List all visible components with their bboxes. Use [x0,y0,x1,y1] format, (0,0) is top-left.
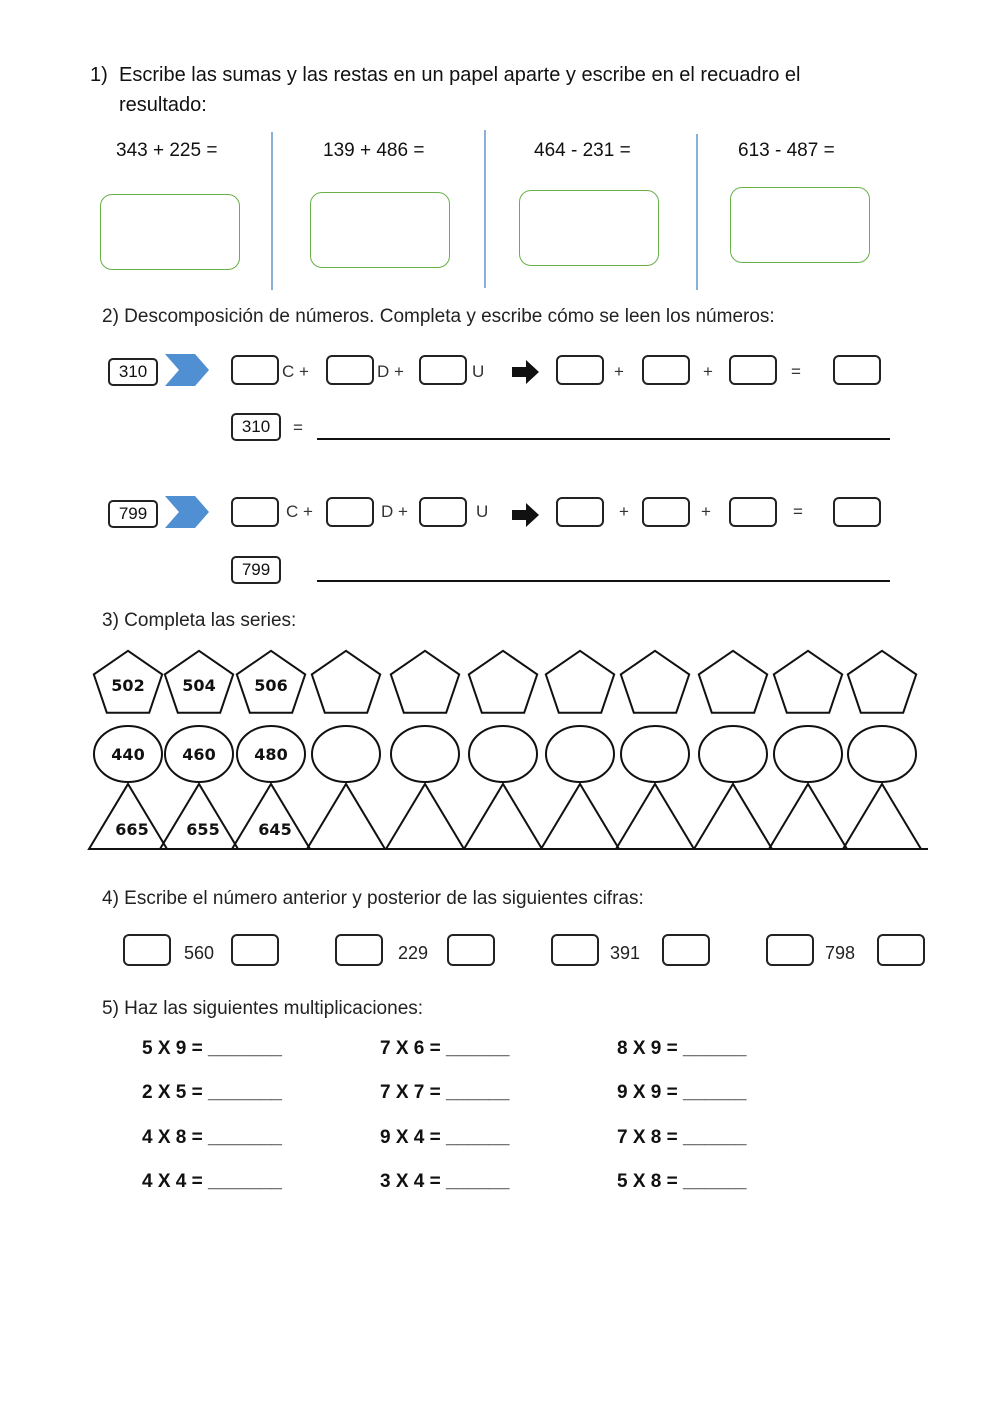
q4-after-box-1[interactable] [231,934,279,966]
q5-item[interactable]: 4 X 8 = _______ [142,1127,282,1148]
q4-after-box-4[interactable] [877,934,925,966]
q1-instruction-line1: Escribe las sumas y las restas en un papel aparte y escribe en el recuadro el [119,64,801,86]
q2-row1-read-number: 310 [231,413,281,441]
q2-row1-result-box[interactable] [833,355,881,385]
pentagon-empty[interactable] [621,651,689,713]
q4-number-1: 560 [184,943,215,963]
q2-row1-plus-2: + [703,362,713,381]
triangle-empty[interactable] [694,784,772,849]
q1-answer-box-1[interactable] [100,194,240,270]
q5-item[interactable]: 7 X 7 = ______ [380,1082,510,1103]
q2-row1-hundreds-box[interactable] [231,355,279,385]
arrow-right-icon [512,360,540,384]
circle-empty[interactable] [621,726,689,782]
pentagon-label: 506 [254,676,288,695]
circle-label: 460 [182,745,216,764]
q2-row2-sum-box-1[interactable] [556,497,604,527]
q4-number-4: 798 [825,943,856,963]
q2-row2-sum-box-2[interactable] [642,497,690,527]
circle-empty[interactable] [848,726,916,782]
q1-operation-4: 613 - 487 = [738,140,835,161]
q2-row1-equals: = [791,362,801,381]
q4-before-box-1[interactable] [123,934,171,966]
triangle-filled [160,784,238,849]
circle-empty[interactable] [391,726,459,782]
q5-title: 5) Haz las siguientes multiplicaciones: [102,998,424,1019]
q2-row1-sum-box-2[interactable] [642,355,690,385]
q2-row1-tens-box[interactable] [326,355,374,385]
q2-row2-plus-2: + [701,502,711,521]
triangle-empty[interactable] [464,784,542,849]
q1-number: 1) [90,64,108,86]
q5-item[interactable]: 2 X 5 = _______ [142,1082,282,1103]
circle-label: 440 [111,745,145,764]
q2-row2-read-number: 799 [231,556,281,584]
q2-row1-writing-line[interactable] [317,438,890,440]
q3-title: 3) Completa las series: [102,610,297,631]
q4-before-box-2[interactable] [335,934,383,966]
triangle-filled [232,784,310,849]
circle-empty[interactable] [774,726,842,782]
q2-row2-writing-line[interactable] [317,580,890,582]
divider [271,132,273,290]
pentagon-empty[interactable] [546,651,614,713]
triangle-label: 655 [186,820,220,839]
triangle-label: 665 [115,820,149,839]
q2-row2-result-box[interactable] [833,497,881,527]
circle-label: 480 [254,745,288,764]
q2-row2-equals: = [793,502,803,521]
q2-row1-read-equals: = [293,418,303,437]
circle-empty[interactable] [469,726,537,782]
q2-row1-u-label: U [472,362,485,381]
circle-empty[interactable] [312,726,380,782]
triangle-label: 645 [258,820,292,839]
q1-operation-3: 464 - 231 = [534,140,631,161]
triangle-filled [89,784,167,849]
q2-row2-hundreds-box[interactable] [231,497,279,527]
q5-item[interactable]: 9 X 4 = ______ [380,1127,510,1148]
pentagon-empty[interactable] [774,651,842,713]
q2-title: 2) Descomposición de números. Completa y escribe cómo se leen los números: [102,306,775,327]
pentagon-empty[interactable] [848,651,916,713]
q2-row2-d-label: D + [381,502,408,521]
pentagon-label: 504 [182,676,216,695]
q5-item[interactable]: 8 X 9 = ______ [617,1038,747,1059]
triangle-empty[interactable] [769,784,847,849]
q4-number-3: 391 [610,943,641,963]
q4-title: 4) Escribe el número anterior y posterior de las siguientes cifras: [102,888,644,909]
q5-item[interactable]: 5 X 9 = _______ [142,1038,282,1059]
pentagon-empty[interactable] [312,651,380,713]
q4-after-box-3[interactable] [662,934,710,966]
circle-empty[interactable] [699,726,767,782]
q2-row1-plus-1: + [614,362,624,381]
q2-row2-tens-box[interactable] [326,497,374,527]
triangle-empty[interactable] [843,784,921,849]
q2-row1-number: 310 [108,358,158,386]
q2-row2-u-label: U [476,502,489,521]
triangle-empty[interactable] [386,784,464,849]
q2-row1-sum-box-3[interactable] [729,355,777,385]
q5-item[interactable]: 9 X 9 = ______ [617,1082,747,1103]
q2-row2-units-box[interactable] [419,497,467,527]
q1-instruction-line2: resultado: [119,94,207,116]
q2-row1-sum-box-1[interactable] [556,355,604,385]
q1-answer-box-3[interactable] [519,190,659,266]
arrow-right-icon [512,503,540,527]
q1-operation-2: 139 + 486 = [323,140,425,161]
q5-item[interactable]: 5 X 8 = ______ [617,1171,747,1192]
q2-row1-c-label: C + [282,362,309,381]
q4-number-2: 229 [398,943,429,963]
pentagon-label: 502 [111,676,145,695]
q1-answer-box-2[interactable] [310,192,450,268]
divider [696,134,698,290]
q2-row1-units-box[interactable] [419,355,467,385]
q5-item[interactable]: 3 X 4 = ______ [380,1171,510,1192]
chevron-arrow-icon [163,352,211,388]
pentagon-empty[interactable] [469,651,537,713]
triangle-empty[interactable] [541,784,619,849]
q2-row2-c-label: C + [286,502,313,521]
q5-item[interactable]: 7 X 8 = ______ [617,1127,747,1148]
q1-answer-box-4[interactable] [730,187,870,263]
q4-after-box-2[interactable] [447,934,495,966]
q2-row2-number: 799 [108,500,158,528]
series-shapes [0,640,1000,860]
q5-item[interactable]: 4 X 4 = _______ [142,1171,282,1192]
pentagon-empty[interactable] [391,651,459,713]
divider [484,130,486,288]
triangle-empty[interactable] [307,784,385,849]
pentagon-empty[interactable] [699,651,767,713]
q2-row2-sum-box-3[interactable] [729,497,777,527]
triangle-empty[interactable] [616,784,694,849]
q5-item[interactable]: 7 X 6 = ______ [380,1038,510,1059]
q1-operation-1: 343 + 225 = [116,140,218,161]
chevron-arrow-icon [163,494,211,530]
circle-empty[interactable] [546,726,614,782]
q4-before-box-3[interactable] [551,934,599,966]
q4-before-box-4[interactable] [766,934,814,966]
q2-row1-d-label: D + [377,362,404,381]
q2-row2-plus-1: + [619,502,629,521]
